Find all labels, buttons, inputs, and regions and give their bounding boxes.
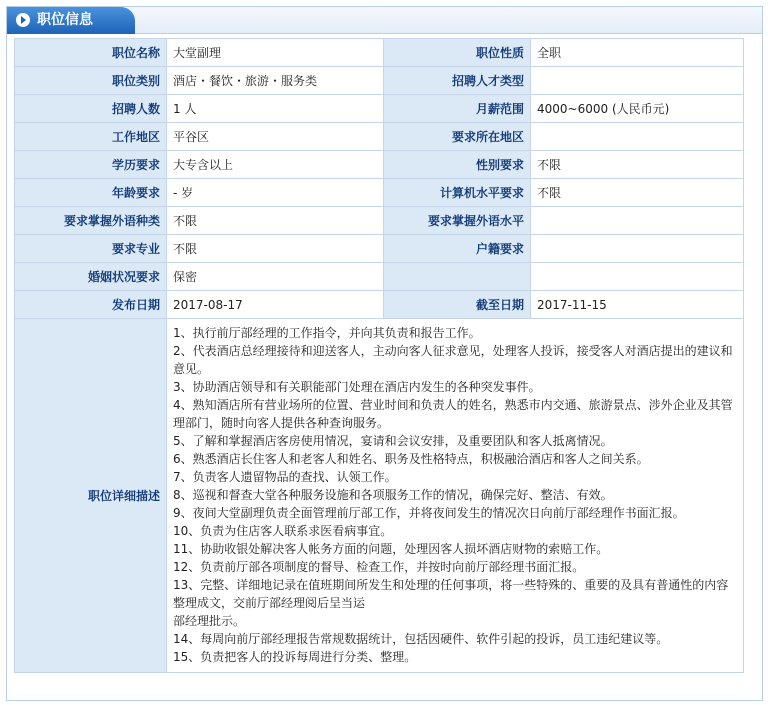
description-row xyxy=(15,319,744,673)
description-line: 8、巡视和督查大堂各种服务设施和各项服务工作的情况，确保完好、整洁、有效。 xyxy=(173,488,613,502)
table-row xyxy=(15,39,744,67)
description-line: 1、执行前厅部经理的工作指令，并向其负责和报告工作。 xyxy=(173,326,481,340)
table-row xyxy=(15,291,744,319)
field-value xyxy=(531,235,744,263)
panel-header xyxy=(7,7,762,34)
table-row xyxy=(15,95,744,123)
field-value xyxy=(531,263,744,291)
field-label: 职位类别 xyxy=(15,67,167,95)
field-value: 4000~6000 (人民币元) xyxy=(531,95,744,123)
field-value xyxy=(531,207,744,235)
field-value: 不限 xyxy=(531,179,744,207)
field-label xyxy=(384,263,531,291)
field-value: 2017-08-17 xyxy=(167,291,384,319)
field-value: 不限 xyxy=(167,207,384,235)
table-row xyxy=(15,67,744,95)
field-label: 要求所在地区 xyxy=(384,123,531,151)
field-label: 截至日期 xyxy=(384,291,531,319)
description-line: 13、完整、详细地记录在值班期间所发生和处理的任何事项，将一些特殊的、重要的及具有普通性的内容整理成文，交前厅部经理阅后呈当运 xyxy=(173,578,729,610)
field-value: 大堂副理 xyxy=(167,39,384,67)
field-label: 职位名称 xyxy=(15,39,167,67)
panel-header-tab xyxy=(7,7,135,34)
field-value xyxy=(531,123,744,151)
field-value xyxy=(531,67,744,95)
field-label: 年龄要求 xyxy=(15,179,167,207)
field-label: 月薪范围 xyxy=(384,95,531,123)
field-label: 要求掌握外语水平 xyxy=(384,207,531,235)
description-line: 部经理批示。 xyxy=(173,614,246,628)
field-label: 要求掌握外语种类 xyxy=(15,207,167,235)
field-label: 户籍要求 xyxy=(384,235,531,263)
panel-title: 职位信息 xyxy=(37,12,93,28)
table-row xyxy=(15,179,744,207)
field-value: - 岁 xyxy=(167,179,384,207)
field-label: 性别要求 xyxy=(384,151,531,179)
description-line: 2、代表酒店总经理接待和迎送客人，主动向客人征求意见，处理客人投诉，接受客人对酒店提出的建议和意见。 xyxy=(173,344,733,376)
field-label: 工作地区 xyxy=(15,123,167,151)
description-line: 4、熟知酒店所有营业场所的位置、营业时间和负责人的姓名，熟悉市内交通、旅游景点、涉外企业及其管理部门，随时向客人提供各种查询服务。 xyxy=(173,398,733,430)
field-value: 保密 xyxy=(167,263,384,291)
description-label: 职位详细描述 xyxy=(15,319,167,673)
job-info-table xyxy=(14,38,744,673)
description-content xyxy=(167,319,744,673)
field-label: 发布日期 xyxy=(15,291,167,319)
table-row xyxy=(15,123,744,151)
field-label: 招聘人才类型 xyxy=(384,67,531,95)
field-value: 不限 xyxy=(531,151,744,179)
description-line: 14、每周向前厅部经理报告常规数据统计，包括因硬件、软件引起的投诉，员工违纪建议等。 xyxy=(173,632,669,646)
field-label: 要求专业 xyxy=(15,235,167,263)
table-row xyxy=(15,235,744,263)
field-label: 婚姻状况要求 xyxy=(15,263,167,291)
field-label: 学历要求 xyxy=(15,151,167,179)
field-value: 平谷区 xyxy=(167,123,384,151)
description-line: 7、负责客人遗留物品的查找、认领工作。 xyxy=(173,470,397,484)
table-row xyxy=(15,207,744,235)
table-row xyxy=(15,151,744,179)
field-value: 1 人 xyxy=(167,95,384,123)
description-line: 6、熟悉酒店长住客人和老客人和姓名、职务及性格特点，积极融洽酒店和客人之间关系。 xyxy=(173,452,649,466)
description-line: 9、夜间大堂副理负责全面管理前厅部工作，并将夜间发生的情况次日向前厅部经理作书面汇报。 xyxy=(173,506,685,520)
description-line: 10、负责为住店客人联系求医看病事宜。 xyxy=(173,524,393,538)
description-line: 3、协助酒店领导和有关职能部门处理在酒店内发生的各种突发事件。 xyxy=(173,380,541,394)
description-line: 12、负责前厅部各项制度的督导、检查工作，并按时向前厅部经理书面汇报。 xyxy=(173,560,585,574)
field-value: 2017-11-15 xyxy=(531,291,744,319)
description-line: 15、负责把客人的投诉每周进行分类、整理。 xyxy=(173,650,417,664)
table-row xyxy=(15,263,744,291)
field-label: 计算机水平要求 xyxy=(384,179,531,207)
description-line: 11、协助收银处解决客人帐务方面的问题，处理因客人损坏酒店财物的索赔工作。 xyxy=(173,542,609,556)
play-circle-icon xyxy=(16,13,30,27)
field-label: 职位性质 xyxy=(384,39,531,67)
field-value: 不限 xyxy=(167,235,384,263)
field-label: 招聘人数 xyxy=(15,95,167,123)
field-value: 全职 xyxy=(531,39,744,67)
field-value: 大专含以上 xyxy=(167,151,384,179)
description-line: 5、了解和掌握酒店客房使用情况，宴请和会议安排，及重要团队和客人抵离情况。 xyxy=(173,434,613,448)
field-value: 酒店・餐饮・旅游・服务类 xyxy=(167,67,384,95)
